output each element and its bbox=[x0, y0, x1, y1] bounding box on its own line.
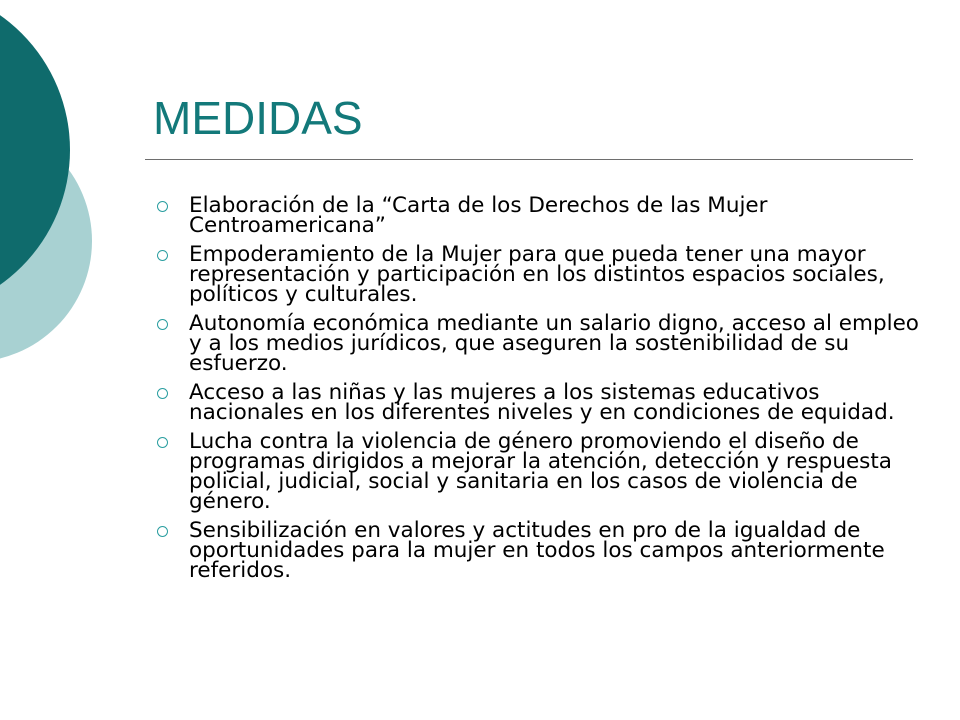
bullet-item bbox=[155, 429, 920, 514]
bullet-item bbox=[155, 242, 920, 307]
bullet-text: Acceso a las niñas y las mujeres a los sistemas educativos nacionales en los diferentes niveles y en condiciones de equidad. bbox=[189, 380, 895, 425]
bullet-item bbox=[155, 518, 920, 583]
ring-bullet-icon bbox=[157, 526, 168, 537]
bullet-item bbox=[155, 380, 920, 425]
bullet-text: Elaboración de la “Carta de los Derechos de las Mujer Centroamericana” bbox=[189, 193, 768, 238]
ring-bullet-icon bbox=[157, 201, 168, 212]
bullet-item bbox=[155, 311, 920, 376]
ring-bullet-icon bbox=[157, 437, 168, 448]
bullet-text: Autonomía económica mediante un salario digno, acceso al empleo y a los medios jurídicos, que aseguren la sostenibilidad de su esfuerzo. bbox=[189, 311, 919, 376]
bullet-item bbox=[155, 193, 920, 238]
ring-bullet-icon bbox=[157, 388, 168, 399]
bullet-list bbox=[155, 193, 920, 590]
bullet-text: Sensibilización en valores y actitudes en pro de la igualdad de oportunidades para la mujer en todos los campos anteriormente referidos. bbox=[189, 518, 885, 583]
title-divider bbox=[145, 159, 913, 160]
slide-title: MEDIDAS bbox=[153, 92, 363, 144]
bullet-text: Empoderamiento de la Mujer para que pueda tener una mayor representación y participación en los distintos espacios sociales, políticos y culturales. bbox=[189, 242, 885, 307]
ring-bullet-icon bbox=[157, 250, 168, 261]
bullet-text: Lucha contra la violencia de género promoviendo el diseño de programas dirigidos a mejorar la atención, detección y respuesta policial, judicial, social y sanitaria en los casos de violencia de género. bbox=[189, 429, 892, 514]
ring-bullet-icon bbox=[157, 319, 168, 330]
